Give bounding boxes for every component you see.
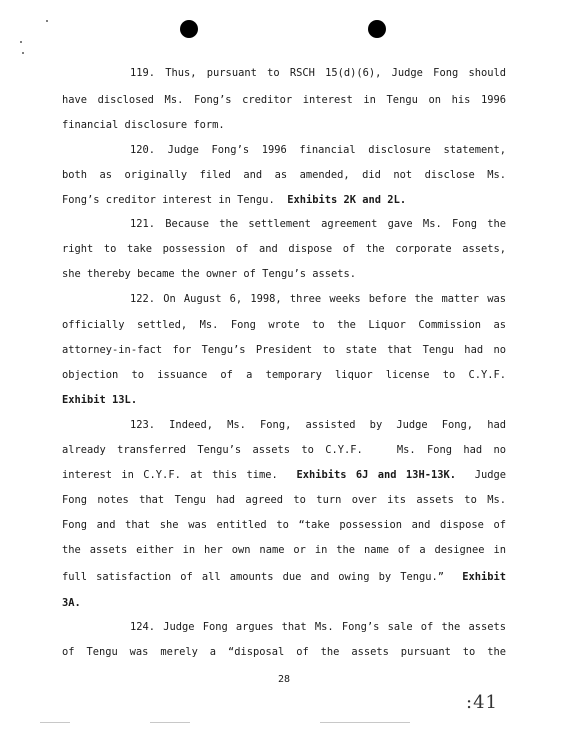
text-line-content: 124. Judge Fong argues that Ms. Fong’s sale of the assets [130,621,506,633]
text-line [62,596,506,610]
punch-hole-right [368,20,386,38]
exhibit-reference: Exhibits 6J and 13H-13K. [296,469,456,481]
text-line [62,570,506,584]
scan-artifact [320,722,410,723]
text-line-content: 122. On August 6, 1998, three weeks before the matter was [130,293,506,305]
text-line-content: officially settled, Ms. Fong wrote to the Liquor Commission as [62,319,506,331]
text-line [62,518,506,532]
text-line-content: interest in C.Y.F. at this time. [62,469,297,481]
text-line-content: she thereby became the owner of Tengu’s assets. [62,268,357,280]
text-line [62,193,506,207]
bates-stamp: :41 [466,692,498,713]
text-line [62,393,506,407]
page-number: 28 [277,674,291,685]
text-line [62,318,506,332]
text-line [62,242,506,256]
text-line-content: full satisfaction of all amounts due and owing by Tengu.” [62,571,463,583]
text-line [62,118,506,132]
text-line-content: objection to issuance of a temporary liquor license to C.Y.F. [62,369,506,381]
scan-artifact [40,722,70,723]
text-line-content: 120. Judge Fong’s 1996 financial disclosure statement, [130,144,506,156]
text-line [130,620,506,634]
text-line [62,368,506,382]
text-line-content: both as originally filed and as amended, did not disclose Ms. [62,169,506,181]
text-line-content: financial disclosure form. [62,119,225,131]
text-line [62,493,506,507]
scan-speck [22,52,24,54]
text-line-content: already transferred Tengu’s assets to C.Y.F. Ms. Fong had no [62,444,506,456]
text-line [130,418,506,432]
text-line-content: Fong and that she was entitled to “take possession and dispose of [62,519,506,531]
text-line-content: 121. Because the settlement agreement gave Ms. Fong the [130,218,506,230]
text-line-tail: Judge [455,469,507,481]
text-line [62,93,506,107]
scan-speck [20,41,22,43]
text-line [62,543,506,557]
text-line-content: 123. Indeed, Ms. Fong, assisted by Judge Fong, had [130,419,506,431]
text-line-content: Fong’s creditor interest in Tengu. [62,194,288,206]
text-line [130,66,506,80]
text-line-content: of Tengu was merely a “disposal of the assets pursuant to the [62,646,506,658]
text-line-content: attorney-in-fact for Tengu’s President to state that Tengu had no [62,344,506,356]
text-line [130,292,506,306]
text-line [62,468,506,482]
text-line [62,343,506,357]
text-line-content: have disclosed Ms. Fong’s creditor interest in Tengu on his 1996 [62,94,506,106]
text-line [62,168,506,182]
text-line-content: Fong notes that Tengu had agreed to turn over its assets to Ms. [62,494,506,506]
text-line [62,645,506,659]
scan-speck [46,20,48,22]
exhibit-reference: Exhibit [462,571,506,583]
text-line-content: the assets either in her own name or in the name of a designee in [62,544,506,556]
text-line [130,217,506,231]
text-line [62,443,506,457]
exhibit-reference: Exhibits 2K and 2L. [287,194,407,206]
text-line [130,143,506,157]
text-line [62,267,506,281]
punch-hole-left [180,20,198,38]
exhibit-reference: 3A. [62,597,81,609]
exhibit-reference: Exhibit 13L. [62,394,138,406]
text-line-content: 119. Thus, pursuant to RSCH 15(d)(6), Judge Fong should [130,67,506,79]
text-line-content: right to take possession of and dispose of the corporate assets, [62,243,506,255]
scan-artifact [150,722,190,723]
